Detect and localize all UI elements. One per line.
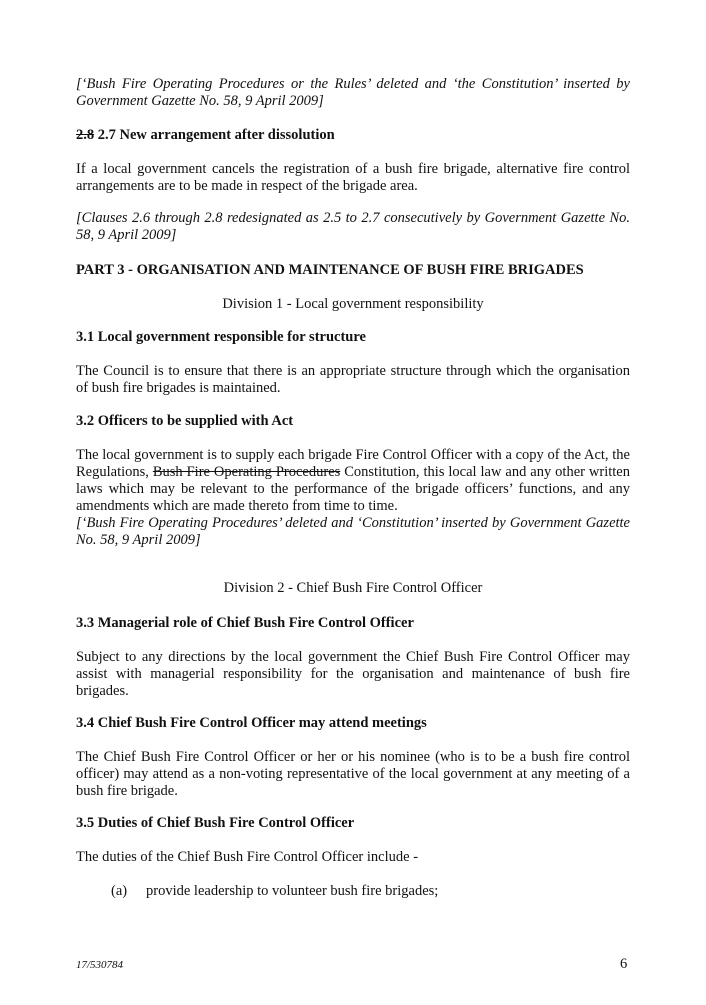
list-item — [76, 883, 630, 900]
division-heading-2: Division 2 - Chief Bush Fire Control Officer — [223, 580, 483, 596]
section-heading-2-7 — [76, 127, 630, 144]
section-heading-3-3: 3.3 Managerial role of Chief Bush Fire Control Officer — [76, 615, 414, 631]
list-item-label: (a) — [111, 883, 128, 899]
amendment-note: [‘Bush Fire Operating Procedures or the Rules’ deleted and ‘the Constitution’ inserted by Government Gazette No. 58, 9 April 2009] — [76, 76, 630, 109]
document-reference: 17/530784 — [76, 959, 124, 971]
section-body-3-3: Subject to any directions by the local government the Chief Bush Fire Control Officer may assist with managerial responsibility for the organisation and maintenance of bush fire brigades. — [76, 649, 630, 699]
section-body-2-7: If a local government cancels the registration of a bush fire brigade, alternative fire control arrangements are to be made in respect of the brigade area. — [76, 161, 630, 194]
section-body-3-4: The Chief Bush Fire Control Officer or her or his nominee (who is to be a bush fire control officer) may attend as a non-voting representative of the local government at any meeting of a bush fire brigade. — [76, 749, 630, 799]
section-heading-3-1: 3.1 Local government responsible for structure — [76, 329, 366, 345]
section-intro-3-5: The duties of the Chief Bush Fire Control Officer include - — [76, 849, 419, 865]
section-heading-3-4: 3.4 Chief Bush Fire Control Officer may attend meetings — [76, 715, 427, 731]
section-heading-text: 2.7 New arrangement after dissolution — [94, 127, 335, 143]
part-title: PART 3 - ORGANISATION AND MAINTENANCE OF BUSH FIRE BRIGADES — [76, 262, 584, 278]
struck-text: Bush Fire Operating Procedures — [152, 464, 341, 480]
section-body-3-2: The local government is to supply each brigade Fire Control Officer with a copy of the Act, the Regulations, Bush Fire Operating Procedures Constitution, this local law and any other written laws which may be relevant to the performance of the brigade officers’ functions, and any amendments which are made thereto from time to time. — [76, 447, 630, 514]
list-item-text: provide leadership to volunteer bush fire brigades; — [146, 883, 439, 899]
document-page — [76, 0, 630, 1005]
division-heading-1: Division 1 - Local government responsibility — [222, 296, 484, 312]
struck-old-number: 2.8 — [76, 127, 95, 143]
amendment-note: [Clauses 2.6 through 2.8 redesignated as 2.5 to 2.7 consecutively by Government Gazette No. 58, 9 April 2009] — [76, 210, 630, 243]
section-heading-3-5: 3.5 Duties of Chief Bush Fire Control Officer — [76, 815, 355, 831]
amendment-note: [‘Bush Fire Operating Procedures’ deleted and ‘Constitution’ inserted by Government Gazette No. 58, 9 April 2009] — [76, 515, 630, 548]
section-heading-3-2: 3.2 Officers to be supplied with Act — [76, 413, 294, 429]
section-body-3-1: The Council is to ensure that there is an appropriate structure through which the organisation of bush fire brigades is maintained. — [76, 363, 630, 396]
page-number: 6 — [620, 956, 628, 972]
section-3-2-block — [76, 447, 630, 549]
